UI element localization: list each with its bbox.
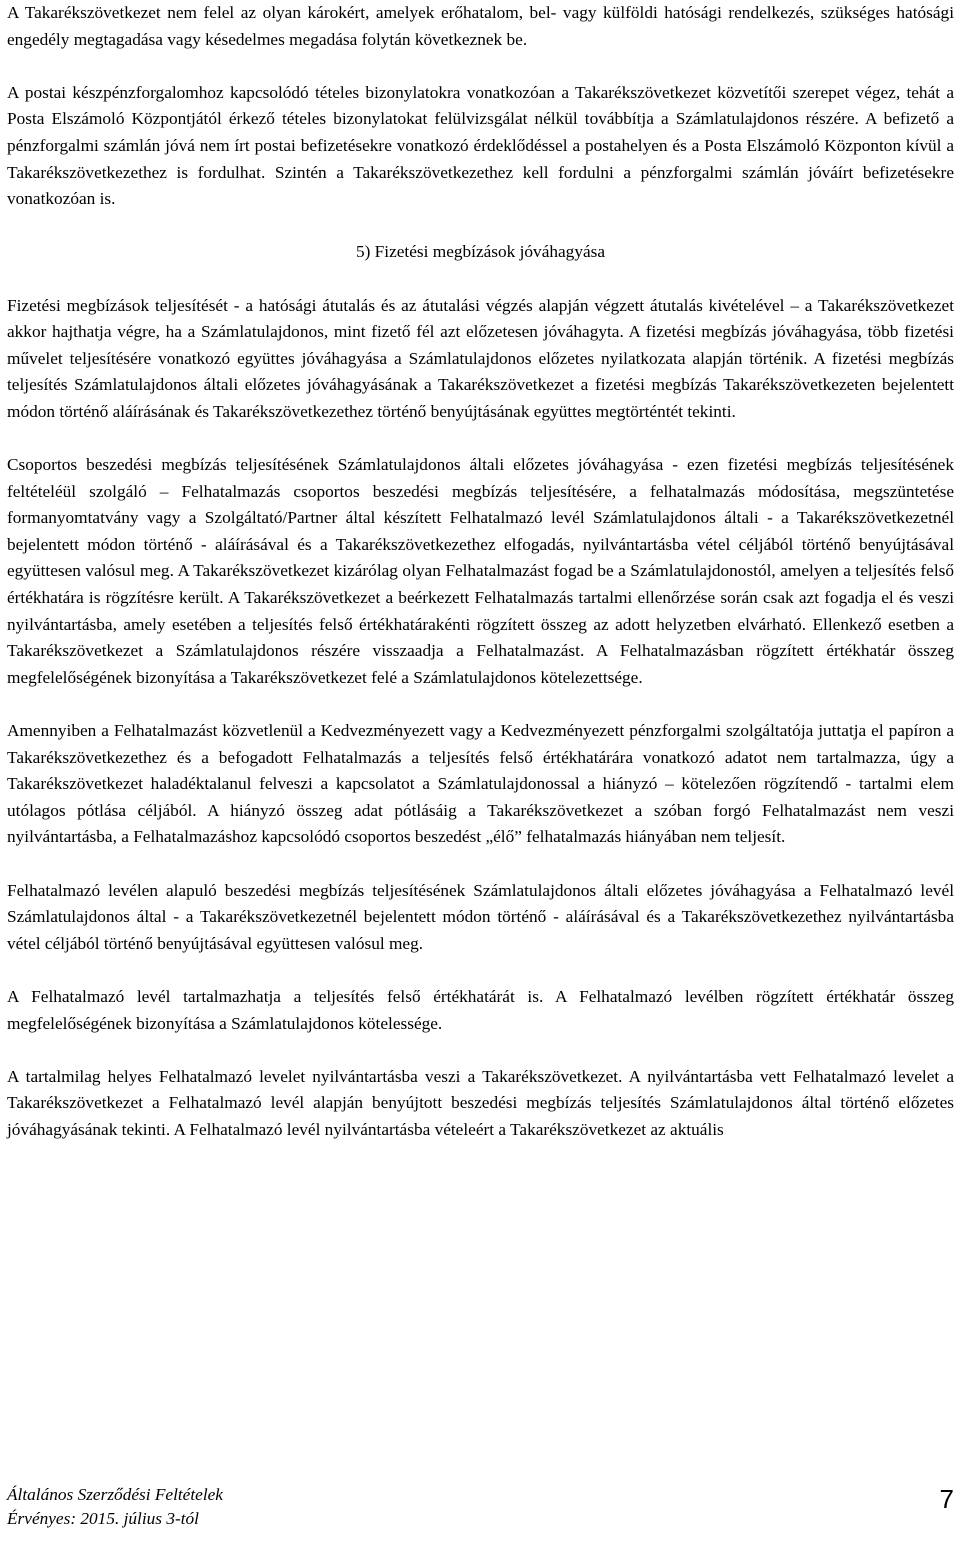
footer bbox=[7, 1483, 223, 1531]
document-page bbox=[7, 0, 954, 1144]
paragraph-group-collection: Csoportos beszedési megbízás teljesítésének Számlatulajdonos általi előzetes jóváhagyása - ezen fizetési megbízás teljesítésének feltételéül szolgáló – Felhatalmazás csoportos beszedési megbízás teljesítésére, a felhatalmazás módosítása, megszüntetése formanyomtatvány vagy a Szolgáltató/Partner által készített Felhatalmazó levél Számlatulajdonos általi - a Takarékszövetkezetnél bejelentett módon történő - aláírásával és a Takarékszövetkezethez elfogadás, nyilvántartásba vétel céljából történő benyújtásával együttesen valósul meg. A Takarékszövetkezet kizárólag olyan Felhatalmazást fogad be a Számlatulajdonostól, amelyen a teljesítés felső értékhatára is rögzítésre került. A Takarékszövetkezet a beérkezett Felhatalmazás tartalmi ellenőrzése során csak azt fogadja el és veszi nyilvántartásba, amely esetében a teljesítés felső értékhatárakénti rögzített összeg az adott helyzetben elvárható. Ellenkező esetben a Takarékszövetkezet a Számlatulajdonos részére visszaadja a Felhatalmazást. A Felhatalmazásban rögzített értékhatár összeg megfelelőségének bizonyítása a Takarékszövetkezet felé a Számlatulajdonos kötelezettsége. bbox=[7, 455, 954, 687]
paragraph-gap bbox=[7, 213, 954, 240]
paragraph-gap bbox=[7, 1037, 954, 1064]
paragraph-gap bbox=[7, 957, 954, 984]
paragraph-gap bbox=[7, 426, 954, 453]
page-number: 7 bbox=[939, 1484, 954, 1514]
footer-document-title: Általános Szerződési Feltételek bbox=[7, 1485, 223, 1504]
paragraph-gap bbox=[7, 691, 954, 718]
paragraph-payment-approval: Fizetési megbízások teljesítését - a hatósági átutalás és az átutalási végzés alapján végzett átutalás kivételével – a Takarékszövetkezet akkor hajthatja végre, ha a Számlatulajdonos, mint fizető fél azt előzetesen jóváhagyta. A fizetési megbízás jóváhagyása, több fizetési művelet teljesítésére vonatkozó együttes jóváhagyása a Számlatulajdonos előzetes nyilatkozata alapján történik. A fizetési megbízás teljesítés Számlatulajdonos általi előzetes jóváhagyásának a Takarékszövetkezet a fizetési megbízás Takarékszövetkezeten bejelentett módon történő aláírásának és Takarékszövetkezethez történő benyújtásának együttes megtörténtét tekinti. bbox=[7, 295, 954, 421]
paragraph-value-limit: A Felhatalmazó levél tartalmazhatja a teljesítés felső értékhatárát is. A Felhatalmazó levélben rögzített értékhatár összeg megfelelőségének bizonyítása a Számlatulajdonos kötelessége. bbox=[7, 986, 954, 1033]
paragraph-gap bbox=[7, 266, 954, 293]
section-heading: 5) Fizetési megbízások jóváhagyása bbox=[355, 242, 606, 262]
paragraph-postal-cash: A postai készpénzforgalomhoz kapcsolódó tételes bizonylatokra vonatkozóan a Takarékszövetkezet közvetítői szerepet végez, tehát a Posta Elszámoló Központjától érkező tételes bizonylatokat felülvizsgálat nélkül továbbítja a Számlatulajdonos részére. A befizető a pénzforgalmi számlán jóvá nem írt postai befizetésekre vonatkozó érdeklődéssel a postahelyen és a Posta Elszámoló Központon kívül a Takarékszövetkezethez is fordulhat. Szintén a Takarékszövetkezethez kell fordulni a pénzforgalmi számlán jóváírt befizetésekre vonatkozóan is. bbox=[7, 82, 954, 209]
paragraph-force-majeure: A Takarékszövetkezet nem felel az olyan károkért, amelyek erőhatalom, bel- vagy külföldi hatósági rendelkezés, szükséges hatósági engedély megtagadása vagy késedelmes megadása folytán következnek be. bbox=[7, 3, 954, 49]
paragraph-gap bbox=[7, 53, 954, 80]
paragraph-authorization-letter: Felhatalmazó levélen alapuló beszedési megbízás teljesítésének Számlatulajdonos általi előzetes jóváhagyása a Felhatalmazó levél Számlatulajdonos által - a Takarékszövetkezetnél bejelentett módon történő - aláírásával és a Takarékszövetkezethez nyilvántartásba vétel céljából történő benyújtásával együttesen valósul meg. bbox=[7, 880, 954, 953]
paragraph-registration: A tartalmilag helyes Felhatalmazó levelet nyilvántartásba veszi a Takarékszövetkezet. A nyilvántartásba vett Felhatalmazó levelet a Takarékszövetkezet a Felhatalmazó levél alapján benyújtott beszedési megbízás teljesítés Számlatulajdonos által történő előzetes jóváhagyásának tekinti. A Felhatalmazó levél nyilvántartásba vételeért a Takarékszövetkezet az aktuális bbox=[7, 1066, 954, 1139]
paragraph-authorization-paper: Amennyiben a Felhatalmazást közvetlenül a Kedvezményezett vagy a Kedvezményezett pénzforgalmi szolgáltatója juttatja el papíron a Takarékszövetkezethez és a befogadott Felhatalmazás a teljesítés felső értékhatárára vonatkozó adatot nem tartalmazza, úgy a Takarékszövetkezet haladéktalanul felveszi a kapcsolatot a Számlatulajdonossal a hiányzó – kötelezően rögzítendő - tartalmi elem utólagos pótlása céljából. A hiányzó összeg adat pótlásáig a Takarékszövetkezet a szóban forgó Felhatalmazást nem veszi nyilvántartásba, a Felhatalmazáshoz kapcsolódó csoportos beszedést „élő” felhatalmazás hiányában nem teljesít. bbox=[7, 721, 954, 847]
footer-validity-date: Érvényes: 2015. július 3-tól bbox=[7, 1509, 199, 1528]
paragraph-gap bbox=[7, 851, 954, 878]
